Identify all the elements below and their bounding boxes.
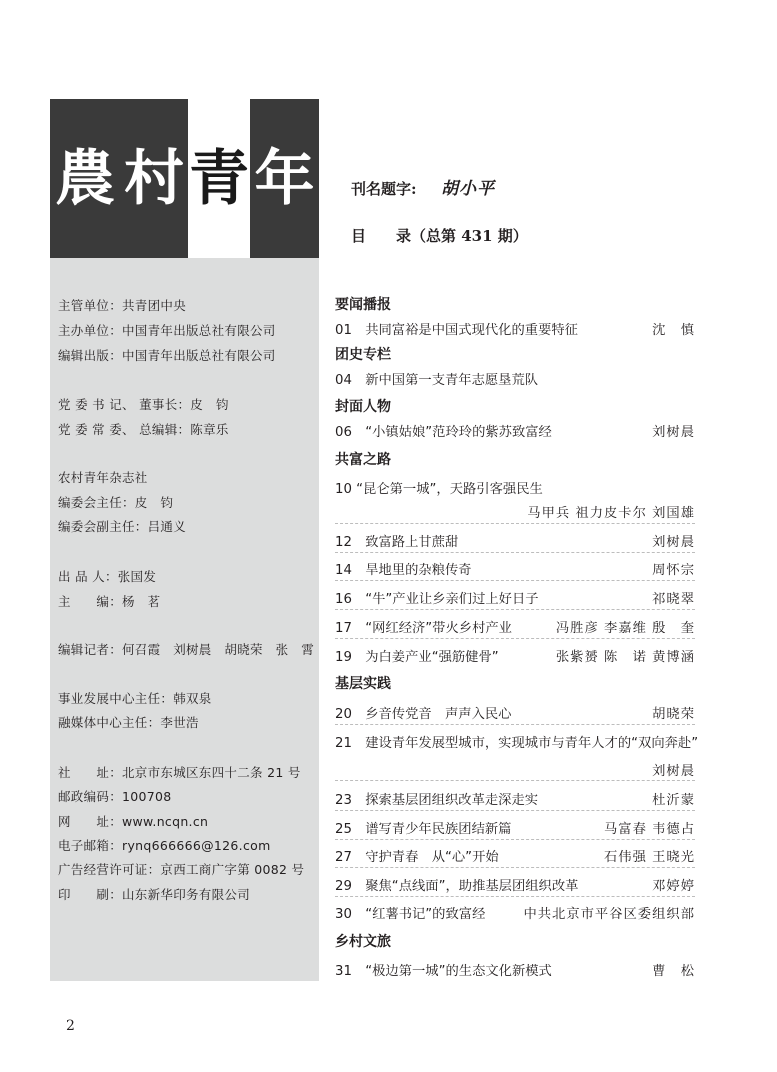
info-line: 党 委 常 委、 总编辑：陈章乐: [58, 422, 229, 437]
toc-divider: [335, 580, 695, 581]
info-line: 编辑记者：何召霞 刘树晨 胡晓荣 张 霄: [58, 642, 315, 657]
toc-item-title: 21 建设青年发展型城市，实现城市与青年人才的“双向奔赴”: [335, 736, 699, 751]
info-line: 编委会主任：皮 钧: [58, 495, 174, 510]
info-line: 农村青年杂志社: [58, 470, 148, 485]
info-line: 主 编：杨 茗: [58, 594, 161, 609]
toc-divider: [335, 780, 695, 781]
info-line: 社 址：北京市东城区东四十二条 21 号: [58, 765, 301, 780]
toc-item-author: 杜沂蒙: [652, 793, 695, 808]
toc-section-heading: 基层实践: [335, 676, 391, 692]
toc-item-title: 19 为白姜产业“强筋健骨”: [335, 650, 499, 665]
info-line: 编委会副主任：吕通义: [58, 519, 187, 534]
info-line: 电子邮箱：rynq666666@126.com: [58, 838, 271, 853]
toc-item-author: 祁晓翠: [652, 592, 695, 607]
toc-divider: [335, 552, 695, 553]
toc-title-left: 目: [351, 227, 367, 245]
masthead-block: [250, 99, 319, 258]
toc-section-heading: 封面人物: [335, 399, 391, 415]
toc-item-title: 29 聚焦“点线面”，助推基层团组织改革: [335, 879, 579, 894]
toc-item-title: 23 探索基层团组织改革走深走实: [335, 793, 539, 808]
toc-item-author: 冯胜彦 李嘉维 殷 奎: [555, 621, 695, 636]
masthead-char: 農: [55, 143, 115, 214]
toc-item-author: 马甲兵 祖力皮卡尔 刘国雄: [527, 506, 695, 521]
toc-item-author: 沈 慎: [652, 323, 695, 338]
toc-item-author: 石伟强 王晓光: [603, 850, 695, 865]
info-line: 融媒体中心主任：李世浩: [58, 715, 199, 730]
toc-item-title: 25 谱写青少年民族团结新篇: [335, 822, 512, 837]
toc-item-author: 周怀宗: [652, 563, 695, 578]
toc-divider: [335, 724, 695, 725]
toc-item-title: 16 “牛”产业让乡亲们过上好日子: [335, 592, 539, 607]
toc-section-heading: 团史专栏: [335, 347, 391, 363]
toc-divider: [335, 867, 695, 868]
toc-section-heading: 共富之路: [335, 452, 391, 468]
toc-item-title: 17 “网红经济”带火乡村产业: [335, 621, 512, 636]
toc-divider: [335, 839, 695, 840]
toc-title: [351, 225, 528, 246]
toc-item-title: 01 共同富裕是中国式现代化的重要特征: [335, 323, 578, 338]
info-line: 网 址：www.ncqn.cn: [58, 814, 209, 829]
masthead-char: 青: [189, 143, 249, 214]
toc-section-heading: 乡村文旅: [335, 934, 391, 950]
info-line: 主办单位：中国青年出版总社有限公司: [58, 323, 276, 338]
masthead-block: [120, 99, 188, 258]
toc-item-title: 14 旱地里的杂粮传奇: [335, 563, 472, 578]
toc-item-author: 刘树晨: [652, 425, 695, 440]
toc-item-author: 邓婷婷: [652, 879, 695, 894]
toc-item-title: 30 “红薯书记”的致富经: [335, 907, 486, 922]
calligraphy-signature: 胡小平: [441, 179, 495, 199]
masthead-logo: [50, 99, 319, 258]
toc-divider: [335, 523, 695, 524]
calligraphy-label: 刊名题字:: [351, 180, 417, 198]
toc-item-title: 20 乡音传党音 声声入民心: [335, 707, 512, 722]
info-line: 邮政编码：100708: [58, 789, 172, 804]
toc-item-author: 刘树晨: [652, 535, 695, 550]
info-line: 党 委 书 记、 董事长：皮 钧: [58, 397, 229, 412]
toc-section-heading: 要闻播报: [335, 297, 391, 313]
info-line: 出 品 人：张国发: [58, 569, 157, 584]
info-line: 主管单位：共青团中央: [58, 298, 187, 313]
toc-item-title: 06 “小镇姑娘”范玲玲的紫苏致富经: [335, 425, 552, 440]
toc-item-title: 04 新中国第一支青年志愿垦荒队: [335, 373, 539, 388]
toc-item-author: 刘树晨: [652, 764, 695, 779]
toc-divider: [335, 896, 695, 897]
toc-title-right: 录（总第 431 期）: [396, 227, 528, 245]
toc-item-author: 马富春 韦德占: [603, 822, 695, 837]
toc-item-author: 中共北京市平谷区委组织部: [523, 907, 695, 922]
toc-item-author: 胡晓荣: [652, 707, 695, 722]
masthead-info-panel: [50, 258, 319, 981]
info-line: 编辑出版：中国青年出版总社有限公司: [58, 348, 276, 363]
masthead-block: [50, 99, 120, 258]
toc-divider: [335, 609, 695, 610]
toc-item-title: 27 守护青春 从“心”开始: [335, 850, 499, 865]
toc-item-title: 10 “昆仑第一城”，天路引客强民生: [335, 482, 543, 497]
info-line: 广告经营许可证：京西工商广字第 0082 号: [58, 862, 305, 877]
masthead-char: 年: [254, 143, 315, 214]
info-line: 事业发展中心主任：韩双泉: [58, 691, 212, 706]
masthead-char: 村: [124, 143, 184, 214]
toc-divider: [335, 638, 695, 639]
toc-item-author: 曹 松: [652, 964, 695, 979]
toc-item-author: 张紫赟 陈 诺 黄博涵: [555, 650, 695, 665]
toc-item-title: 12 致富路上甘蔗甜: [335, 535, 459, 550]
masthead-block: [188, 99, 250, 258]
toc-divider: [335, 810, 695, 811]
page-number: 2: [66, 1018, 75, 1034]
toc-item-title: 31 “极边第一城”的生态文化新模式: [335, 964, 552, 979]
info-line: 印 刷：山东新华印务有限公司: [58, 887, 251, 902]
